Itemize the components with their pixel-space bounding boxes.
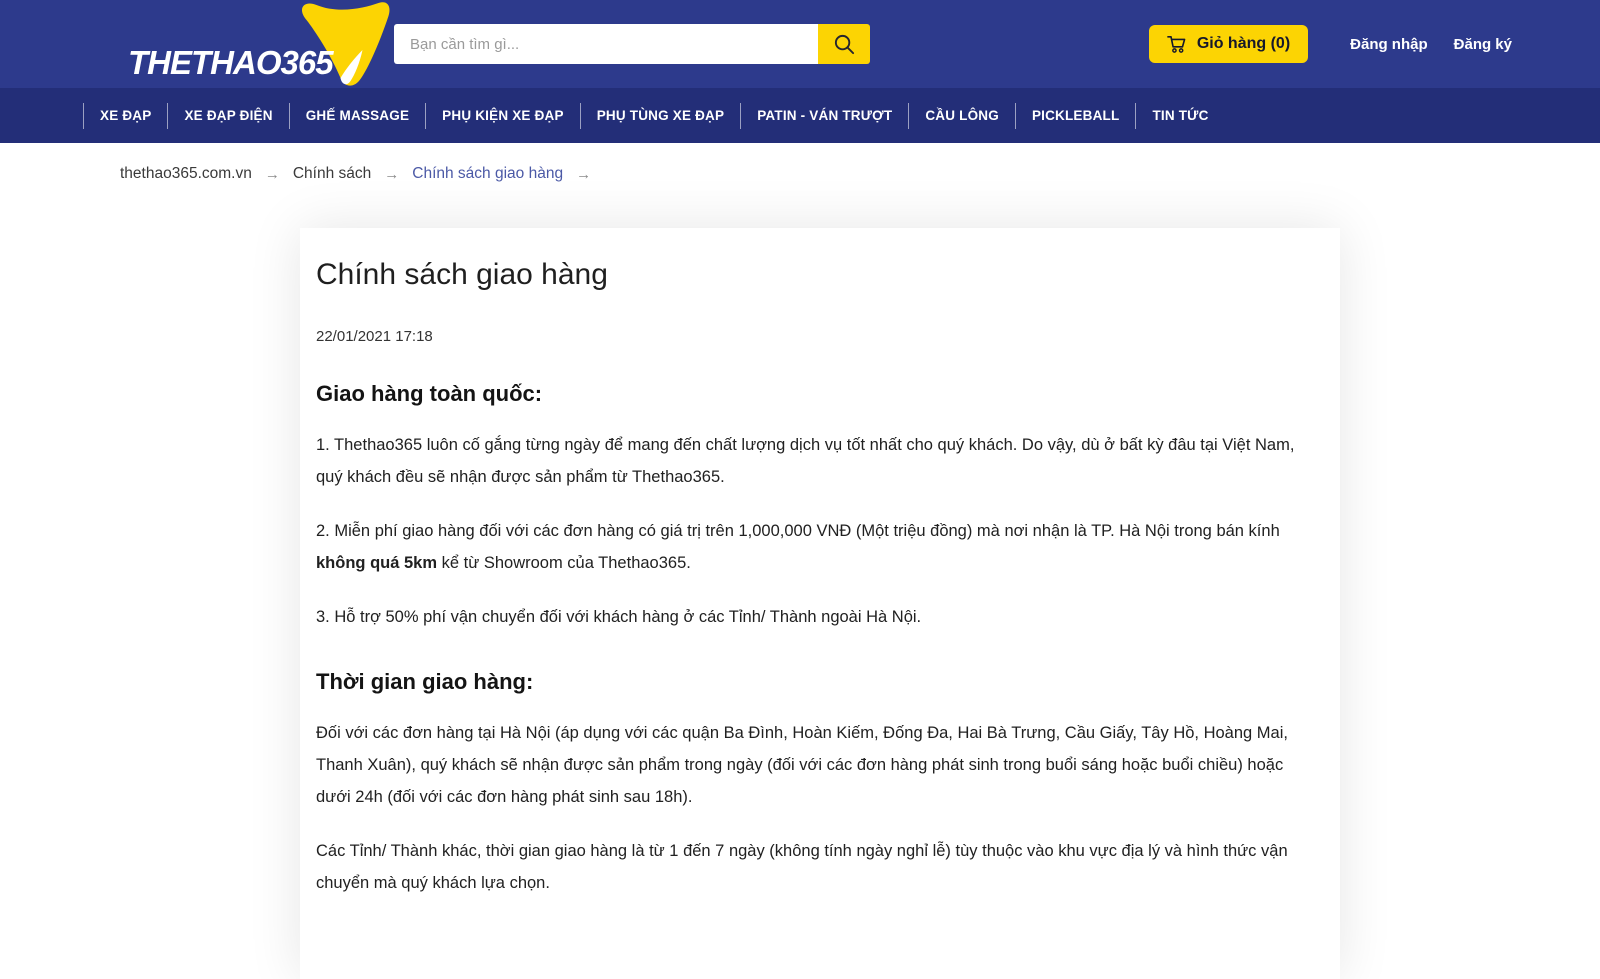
- search-button[interactable]: [818, 24, 870, 64]
- breadcrumb-separator: →: [264, 165, 280, 183]
- nav-item[interactable]: GHẾ MASSAGE: [289, 103, 425, 129]
- login-link[interactable]: Đăng nhập: [1350, 35, 1428, 53]
- breadcrumb-separator: →: [576, 165, 592, 183]
- breadcrumb: [120, 165, 1600, 183]
- nav-item[interactable]: PATIN - VÁN TRƯỢT: [740, 103, 908, 129]
- breadcrumb-separator: →: [384, 165, 400, 183]
- paragraph: [316, 717, 1318, 813]
- paragraph: [316, 835, 1318, 899]
- article-body: [316, 381, 1318, 899]
- register-link[interactable]: Đăng ký: [1453, 35, 1512, 53]
- paragraph: [316, 429, 1318, 493]
- header-actions: [1149, 25, 1512, 63]
- text-run: 2. Miễn phí giao hàng đối với các đơn hàng có giá trị trên 1,000,000 VNĐ (Một triệu đồng) mà nơi nhận là TP. Hà Nội trong bán kính: [316, 522, 1280, 540]
- bold-run: không quá 5km: [316, 554, 438, 572]
- nav-item[interactable]: PHỤ TÙNG XE ĐẠP: [580, 103, 741, 129]
- cart-label: Giỏ hàng (0): [1196, 35, 1291, 52]
- search-icon: [833, 33, 856, 56]
- logo-text: THETHAO365: [128, 44, 333, 81]
- text-run: Đối với các đơn hàng tại Hà Nội (áp dụng với các quận Ba Đình, Hoàn Kiếm, Đống Đa, Hai Bà Trưng, Cầu Giấy, Tây Hồ, Hoàng Mai, Thanh Xuân), quý khách sẽ nhận được sản phẩm trong ngày (đối với các đơn hàng phát sinh trong buổi sáng hoặc buổi chiều) hoặc dưới 24h (đối với các đơn hàng phát sinh sau 18h).: [316, 724, 1288, 806]
- nav-item[interactable]: XE ĐẠP: [83, 103, 167, 129]
- main-nav: [0, 88, 1600, 143]
- search-form: [394, 24, 870, 64]
- nav-item[interactable]: PICKLEBALL: [1015, 103, 1136, 129]
- text-run: 3. Hỗ trợ 50% phí vận chuyển đối với khách hàng ở các Tỉnh/ Thành ngoài Hà Nội.: [316, 608, 922, 626]
- nav-item[interactable]: XE ĐẠP ĐIỆN: [167, 103, 288, 129]
- nav-item[interactable]: TIN TỨC: [1135, 103, 1224, 129]
- search-input[interactable]: [394, 24, 818, 64]
- nav-item[interactable]: CẦU LÔNG: [908, 103, 1015, 129]
- paragraph: [316, 515, 1318, 579]
- breadcrumb-link[interactable]: Chính sách: [292, 165, 372, 182]
- cart-button[interactable]: [1149, 25, 1308, 63]
- cart-icon: [1167, 34, 1188, 54]
- section-heading: Giao hàng toàn quốc:: [316, 381, 543, 406]
- nav-item[interactable]: PHỤ KIỆN XE ĐẠP: [425, 103, 580, 129]
- text-run: kể từ Showroom của Thethao365.: [437, 554, 691, 572]
- text-run: Các Tỉnh/ Thành khác, thời gian giao hàng là từ 1 đến 7 ngày (không tính ngày nghỉ lễ) tùy thuộc vào khu vực địa lý và hình thức vận chuyển mà quý khách lựa chọn.: [316, 842, 1288, 892]
- text-run: 1. Thethao365 luôn cố gắng từng ngày để mang đến chất lượng dịch vụ tốt nhất cho quý khách. Do vậy, dù ở bất kỳ đâu tại Việt Nam, quý khách đều sẽ nhận được sản phẩm từ Thethao365.: [316, 436, 1295, 486]
- site-header: [0, 0, 1600, 88]
- logo[interactable]: [118, 0, 390, 88]
- paragraph: [316, 601, 1318, 633]
- section-heading: Thời gian giao hàng:: [316, 669, 534, 694]
- breadcrumb-link[interactable]: Chính sách giao hàng: [412, 165, 564, 182]
- page-title: Chính sách giao hàng: [316, 258, 608, 291]
- breadcrumb-link[interactable]: thethao365.com.vn: [120, 165, 252, 182]
- article-date: 22/01/2021 17:18: [316, 328, 433, 345]
- content-area: [0, 228, 1600, 979]
- article-card: [300, 228, 1340, 979]
